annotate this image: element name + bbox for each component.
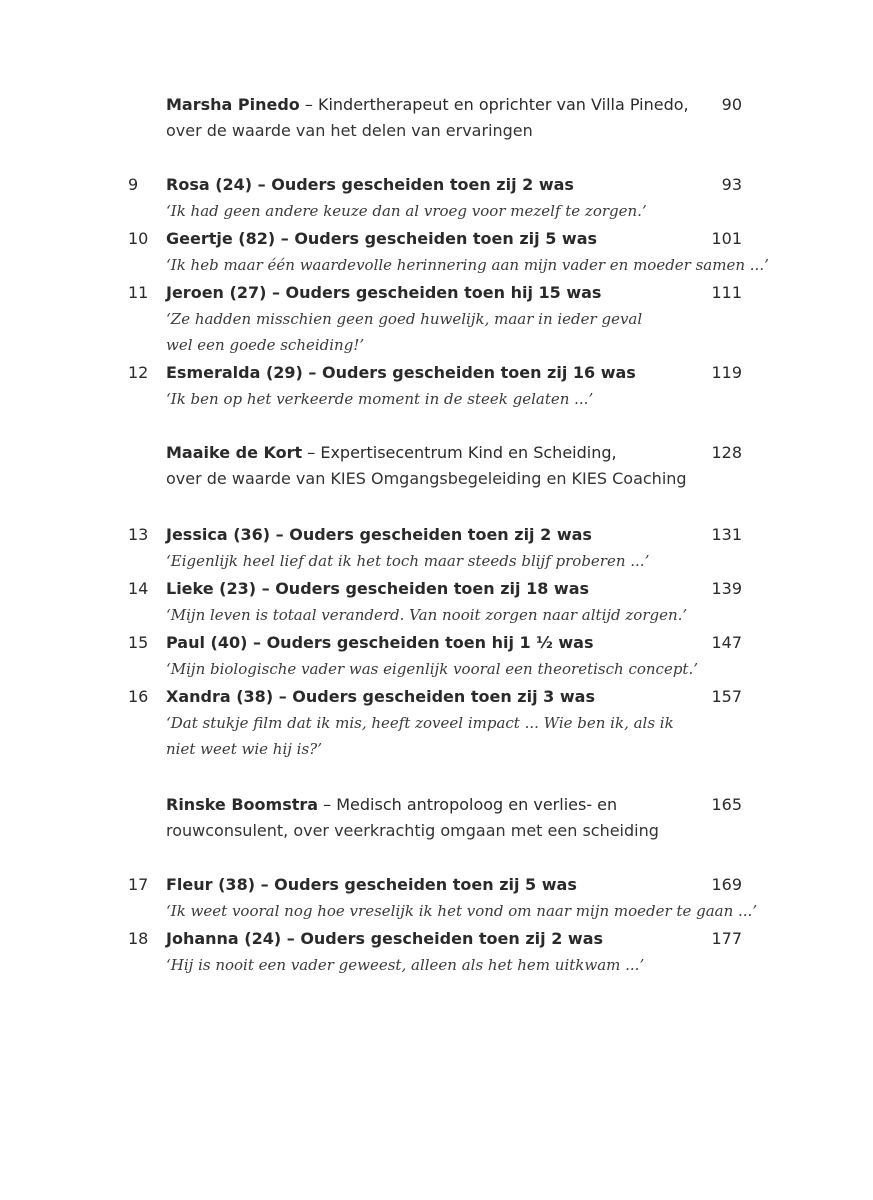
chapter-number: 16 bbox=[128, 687, 149, 706]
chapter-quote-continued: wel een goede scheiding!’ bbox=[166, 336, 365, 354]
chapter-title: Paul (40) – Ouders gescheiden toen hij 1 ½ was bbox=[166, 633, 594, 652]
chapter-quote: ‘Mijn biologische vader was eigenlijk vooral een theoretisch concept.’ bbox=[166, 660, 698, 678]
chapter-number: 15 bbox=[128, 633, 149, 652]
chapter-number: 14 bbox=[128, 579, 149, 598]
page-number: 177 bbox=[711, 929, 742, 948]
expert-heading bbox=[166, 92, 689, 118]
chapter-quote: ‘Ze hadden misschien geen goed huwelijk, maar in ieder geval bbox=[166, 310, 643, 328]
chapter-number: 17 bbox=[128, 875, 149, 894]
chapter-title: Geertje (82) – Ouders gescheiden toen zij 5 was bbox=[166, 229, 598, 248]
expert-description-line: over de waarde van het delen van ervaringen bbox=[166, 121, 533, 140]
expert-name: Rinske Boomstra bbox=[166, 795, 319, 814]
page-number: 101 bbox=[711, 229, 742, 248]
chapter-number: 13 bbox=[128, 525, 149, 544]
page-number: 139 bbox=[711, 579, 742, 598]
chapter-quote: ‘Ik had geen andere keuze dan al vroeg voor mezelf te zorgen.’ bbox=[166, 202, 647, 220]
page-number: 90 bbox=[721, 95, 742, 114]
chapter-number: 10 bbox=[128, 229, 149, 248]
chapter-title: Johanna (24) – Ouders gescheiden toen zij 2 was bbox=[166, 929, 604, 948]
expert-description-line: over de waarde van KIES Omgangsbegeleiding en KIES Coaching bbox=[166, 469, 687, 488]
page-number: 128 bbox=[711, 443, 742, 462]
chapter-quote: ‘Ik heb maar één waardevolle herinnering aan mijn vader en moeder samen ...’ bbox=[166, 256, 769, 274]
expert-description: Medisch antropoloog en verlies- en bbox=[336, 795, 618, 814]
page-number: 111 bbox=[711, 283, 742, 302]
chapter-number: 18 bbox=[128, 929, 149, 948]
chapter-title: Jessica (36) – Ouders gescheiden toen zij 2 was bbox=[166, 525, 592, 544]
page-number: 147 bbox=[711, 633, 742, 652]
page-number: 165 bbox=[711, 795, 742, 814]
chapter-title: Rosa (24) – Ouders gescheiden toen zij 2 was bbox=[166, 175, 574, 194]
expert-description-line: rouwconsulent, over veerkrachtig omgaan met een scheiding bbox=[166, 821, 659, 840]
chapter-title: Jeroen (27) – Ouders gescheiden toen hij 15 was bbox=[166, 283, 602, 302]
chapter-quote: ‘Ik ben op het verkeerde moment in de steek gelaten ...’ bbox=[166, 390, 594, 408]
page-number: 131 bbox=[711, 525, 742, 544]
chapter-quote: ‘Mijn leven is totaal veranderd. Van nooit zorgen naar altijd zorgen.’ bbox=[166, 606, 688, 624]
expert-separator: – bbox=[302, 443, 321, 462]
chapter-quote-continued: niet weet wie hij is?’ bbox=[166, 740, 322, 758]
chapter-quote: ‘Dat stukje film dat ik mis, heeft zoveel impact ... Wie ben ik, als ik bbox=[166, 714, 674, 732]
chapter-number: 12 bbox=[128, 363, 149, 382]
page-number: 93 bbox=[721, 175, 742, 194]
expert-name: Maaike de Kort bbox=[166, 443, 303, 462]
page-number: 157 bbox=[711, 687, 742, 706]
chapter-quote: ‘Ik weet vooral nog hoe vreselijk ik het vond om naar mijn moeder te gaan ...’ bbox=[166, 902, 758, 920]
expert-heading bbox=[166, 792, 686, 818]
chapter-title: Fleur (38) – Ouders gescheiden toen zij 5 was bbox=[166, 875, 577, 894]
chapter-title: Lieke (23) – Ouders gescheiden toen zij 18 was bbox=[166, 579, 590, 598]
chapter-title: Xandra (38) – Ouders gescheiden toen zij 3 was bbox=[166, 687, 595, 706]
chapter-number: 11 bbox=[128, 283, 149, 302]
expert-description: Kindertherapeut en oprichter van Villa Pinedo, bbox=[317, 95, 689, 114]
chapter-quote: ‘Eigenlijk heel lief dat ik het toch maar steeds blijf proberen ...’ bbox=[166, 552, 650, 570]
chapter-title: Esmeralda (29) – Ouders gescheiden toen zij 16 was bbox=[166, 363, 636, 382]
expert-name: Marsha Pinedo bbox=[166, 95, 300, 114]
expert-separator: – bbox=[299, 95, 318, 114]
expert-separator: – bbox=[318, 795, 337, 814]
chapter-number: 9 bbox=[128, 175, 139, 194]
chapter-quote: ‘Hij is nooit een vader geweest, alleen als het hem uitkwam ...’ bbox=[166, 956, 645, 974]
page-number: 119 bbox=[711, 363, 742, 382]
expert-heading bbox=[166, 440, 686, 466]
expert-description: Expertisecentrum Kind en Scheiding, bbox=[320, 443, 617, 462]
page-number: 169 bbox=[711, 875, 742, 894]
